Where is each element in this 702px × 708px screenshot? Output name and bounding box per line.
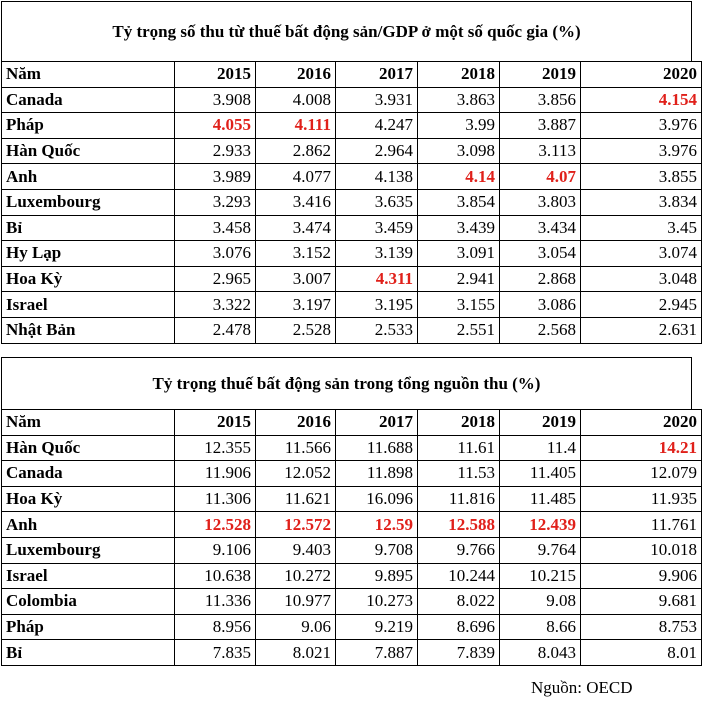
value-cell: 3.076 <box>175 241 256 267</box>
table-row <box>2 317 702 343</box>
header-year: 2019 <box>500 410 581 436</box>
value-cell: 9.403 <box>256 537 336 563</box>
header-year: 2018 <box>418 62 500 88</box>
value-cell: 3.856 <box>500 87 581 113</box>
value-cell: 11.53 <box>418 461 500 487</box>
gdp-share-table <box>1 1 697 344</box>
value-cell: 3.098 <box>418 138 500 164</box>
country-cell: Luxembourg <box>2 189 175 215</box>
value-cell: 9.681 <box>581 589 702 615</box>
value-cell: 3.322 <box>175 292 256 318</box>
value-cell: 10.018 <box>581 537 702 563</box>
value-cell: 3.99 <box>418 113 500 139</box>
value-cell: 9.08 <box>500 589 581 615</box>
value-cell: 2.862 <box>256 138 336 164</box>
header-year: 2016 <box>256 62 336 88</box>
value-cell: 9.106 <box>175 537 256 563</box>
value-cell: 3.155 <box>418 292 500 318</box>
value-cell: 8.01 <box>581 640 702 666</box>
value-cell: 4.154 <box>581 87 702 113</box>
value-cell: 3.834 <box>581 189 702 215</box>
value-cell: 3.803 <box>500 189 581 215</box>
header-year: 2017 <box>336 410 418 436</box>
value-cell: 12.052 <box>256 461 336 487</box>
header-year: 2018 <box>418 410 500 436</box>
value-cell: 9.906 <box>581 563 702 589</box>
value-cell: 4.077 <box>256 164 336 190</box>
country-cell: Canada <box>2 461 175 487</box>
table-row <box>2 266 702 292</box>
table-row <box>2 461 702 487</box>
header-label: Năm <box>2 410 175 436</box>
value-cell: 2.964 <box>336 138 418 164</box>
value-cell: 2.528 <box>256 317 336 343</box>
value-cell: 3.152 <box>256 241 336 267</box>
value-cell: 8.956 <box>175 614 256 640</box>
value-cell: 3.976 <box>581 113 702 139</box>
value-cell: 12.572 <box>256 512 336 538</box>
value-cell: 10.638 <box>175 563 256 589</box>
value-cell: 2.631 <box>581 317 702 343</box>
value-cell: 12.079 <box>581 461 702 487</box>
value-cell: 9.764 <box>500 537 581 563</box>
value-cell: 4.247 <box>336 113 418 139</box>
value-cell: 3.887 <box>500 113 581 139</box>
value-cell: 11.906 <box>175 461 256 487</box>
header-year: 2015 <box>175 62 256 88</box>
value-cell: 3.091 <box>418 241 500 267</box>
value-cell: 3.635 <box>336 189 418 215</box>
header-year: 2019 <box>500 62 581 88</box>
table-row <box>2 486 702 512</box>
value-cell: 2.965 <box>175 266 256 292</box>
country-cell: Luxembourg <box>2 537 175 563</box>
value-cell: 11.898 <box>336 461 418 487</box>
value-cell: 3.854 <box>418 189 500 215</box>
value-cell: 11.485 <box>500 486 581 512</box>
value-cell: 4.14 <box>418 164 500 190</box>
value-cell: 4.111 <box>256 113 336 139</box>
table-row <box>2 87 702 113</box>
header-label: Năm <box>2 62 175 88</box>
value-cell: 3.416 <box>256 189 336 215</box>
table-row <box>2 512 702 538</box>
value-cell: 3.197 <box>256 292 336 318</box>
value-cell: 11.4 <box>500 435 581 461</box>
value-cell: 10.273 <box>336 589 418 615</box>
value-cell: 7.835 <box>175 640 256 666</box>
value-cell: 3.976 <box>581 138 702 164</box>
value-cell: 3.931 <box>336 87 418 113</box>
value-cell: 12.59 <box>336 512 418 538</box>
value-cell: 3.113 <box>500 138 581 164</box>
table-row <box>2 435 702 461</box>
value-cell: 2.568 <box>500 317 581 343</box>
table-row <box>2 614 702 640</box>
value-cell: 9.766 <box>418 537 500 563</box>
value-cell: 3.458 <box>175 215 256 241</box>
country-cell: Anh <box>2 164 175 190</box>
value-cell: 11.688 <box>336 435 418 461</box>
value-cell: 8.043 <box>500 640 581 666</box>
table-row <box>2 138 702 164</box>
value-cell: 3.195 <box>336 292 418 318</box>
value-cell: 8.753 <box>581 614 702 640</box>
value-cell: 12.355 <box>175 435 256 461</box>
value-cell: 8.022 <box>418 589 500 615</box>
value-cell: 3.007 <box>256 266 336 292</box>
value-cell: 4.055 <box>175 113 256 139</box>
table-row <box>2 215 702 241</box>
value-cell: 3.459 <box>336 215 418 241</box>
value-cell: 7.887 <box>336 640 418 666</box>
value-cell: 16.096 <box>336 486 418 512</box>
value-cell: 3.863 <box>418 87 500 113</box>
value-cell: 2.551 <box>418 317 500 343</box>
value-cell: 3.074 <box>581 241 702 267</box>
value-cell: 9.219 <box>336 614 418 640</box>
country-cell: Israel <box>2 563 175 589</box>
table-row <box>2 640 702 666</box>
table-title: Tỷ trọng thuế bất động sản trong tổng nguồn thu (%) <box>1 357 692 409</box>
value-cell: 8.696 <box>418 614 500 640</box>
value-cell: 11.816 <box>418 486 500 512</box>
value-cell: 14.21 <box>581 435 702 461</box>
table-row <box>2 292 702 318</box>
value-cell: 10.977 <box>256 589 336 615</box>
value-cell: 4.07 <box>500 164 581 190</box>
country-cell: Bỉ <box>2 640 175 666</box>
revenue-share-table <box>1 357 697 666</box>
country-cell: Canada <box>2 87 175 113</box>
table-row <box>2 537 702 563</box>
value-cell: 2.933 <box>175 138 256 164</box>
country-cell: Hoa Kỳ <box>2 266 175 292</box>
table-row <box>2 241 702 267</box>
country-cell: Hàn Quốc <box>2 138 175 164</box>
value-cell: 7.839 <box>418 640 500 666</box>
header-row <box>2 62 702 88</box>
value-cell: 2.478 <box>175 317 256 343</box>
country-cell: Hoa Kỳ <box>2 486 175 512</box>
value-cell: 10.244 <box>418 563 500 589</box>
value-cell: 2.941 <box>418 266 500 292</box>
value-cell: 3.989 <box>175 164 256 190</box>
value-cell: 4.311 <box>336 266 418 292</box>
country-cell: Pháp <box>2 614 175 640</box>
value-cell: 4.138 <box>336 164 418 190</box>
value-cell: 3.474 <box>256 215 336 241</box>
value-cell: 4.008 <box>256 87 336 113</box>
table-row <box>2 563 702 589</box>
value-cell: 3.048 <box>581 266 702 292</box>
value-cell: 11.336 <box>175 589 256 615</box>
value-cell: 3.439 <box>418 215 500 241</box>
header-row <box>2 410 702 436</box>
value-cell: 11.566 <box>256 435 336 461</box>
country-cell: Colombia <box>2 589 175 615</box>
value-cell: 3.45 <box>581 215 702 241</box>
table-title: Tỷ trọng số thu từ thuế bất động sản/GDP ở một số quốc gia (%) <box>1 1 692 61</box>
value-cell: 11.61 <box>418 435 500 461</box>
value-cell: 8.021 <box>256 640 336 666</box>
value-cell: 11.935 <box>581 486 702 512</box>
value-cell: 2.868 <box>500 266 581 292</box>
value-cell: 11.405 <box>500 461 581 487</box>
header-year: 2015 <box>175 410 256 436</box>
country-cell: Pháp <box>2 113 175 139</box>
table-row <box>2 164 702 190</box>
header-year: 2020 <box>581 410 702 436</box>
value-cell: 11.306 <box>175 486 256 512</box>
header-year: 2016 <box>256 410 336 436</box>
value-cell: 3.086 <box>500 292 581 318</box>
country-cell: Bỉ <box>2 215 175 241</box>
value-cell: 3.293 <box>175 189 256 215</box>
value-cell: 3.434 <box>500 215 581 241</box>
value-cell: 3.139 <box>336 241 418 267</box>
header-year: 2017 <box>336 62 418 88</box>
source-note: Nguồn: OECD <box>531 678 633 697</box>
country-cell: Anh <box>2 512 175 538</box>
value-cell: 12.439 <box>500 512 581 538</box>
value-cell: 11.621 <box>256 486 336 512</box>
country-cell: Hàn Quốc <box>2 435 175 461</box>
country-cell: Hy Lạp <box>2 241 175 267</box>
table-row <box>2 113 702 139</box>
value-cell: 9.895 <box>336 563 418 589</box>
value-cell: 3.054 <box>500 241 581 267</box>
value-cell: 8.66 <box>500 614 581 640</box>
value-cell: 10.272 <box>256 563 336 589</box>
value-cell: 9.06 <box>256 614 336 640</box>
value-cell: 3.908 <box>175 87 256 113</box>
table-row <box>2 589 702 615</box>
table-row <box>2 189 702 215</box>
value-cell: 11.761 <box>581 512 702 538</box>
value-cell: 9.708 <box>336 537 418 563</box>
value-cell: 2.945 <box>581 292 702 318</box>
value-cell: 2.533 <box>336 317 418 343</box>
country-cell: Israel <box>2 292 175 318</box>
country-cell: Nhật Bản <box>2 317 175 343</box>
value-cell: 12.528 <box>175 512 256 538</box>
value-cell: 3.855 <box>581 164 702 190</box>
header-year: 2020 <box>581 62 702 88</box>
value-cell: 10.215 <box>500 563 581 589</box>
value-cell: 12.588 <box>418 512 500 538</box>
